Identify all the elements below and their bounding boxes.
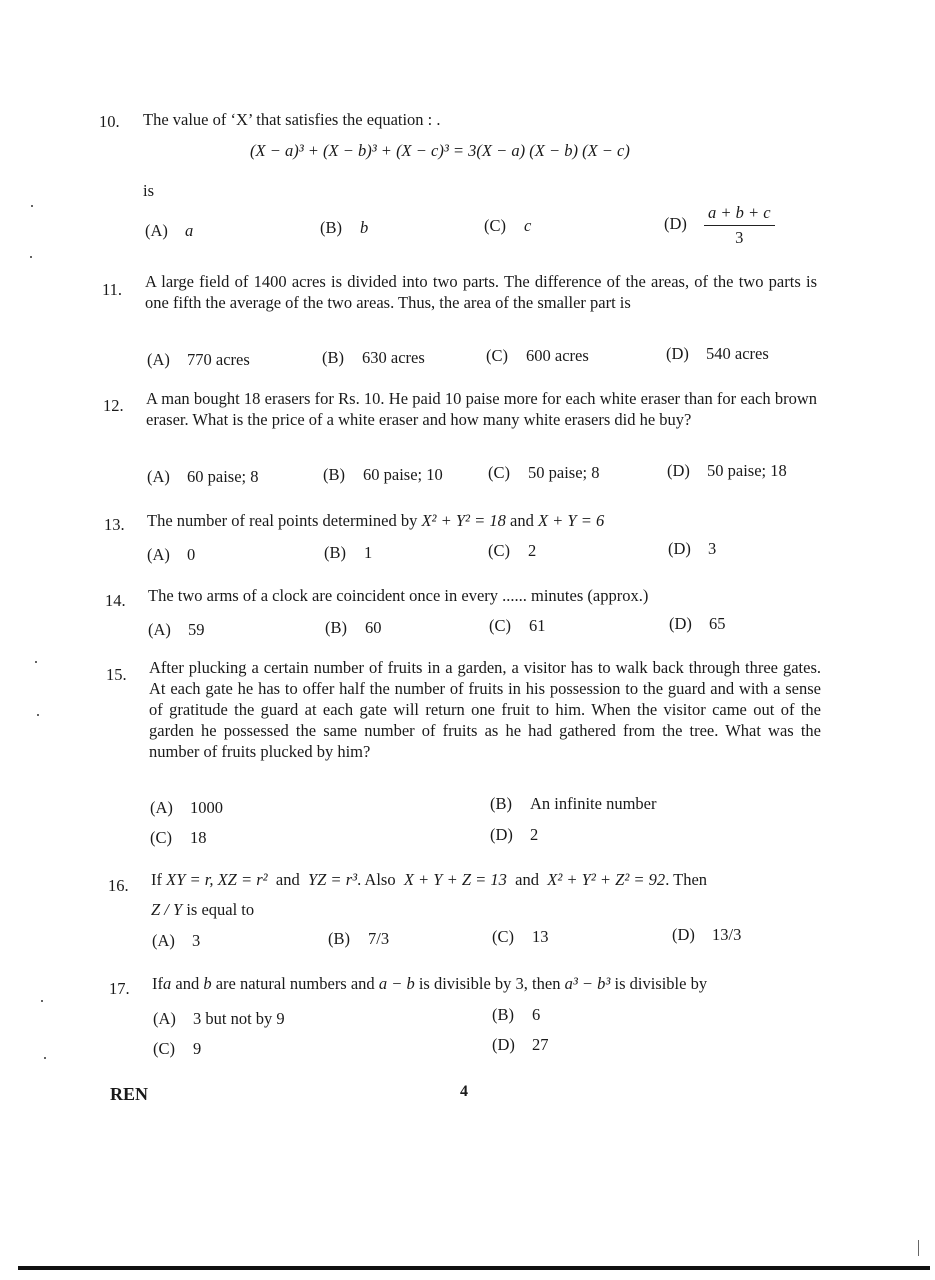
option-text: 600 acres [526,346,589,365]
option-c[interactable] [492,927,549,947]
option-text: 61 [529,616,546,635]
scan-edge-rule [18,1266,930,1270]
option-text: 27 [532,1035,549,1054]
question-number: 13. [104,515,125,534]
option-d[interactable] [672,925,741,945]
stem-text: . Also [357,870,396,889]
option-a[interactable] [147,467,259,487]
option-b[interactable] [325,618,382,638]
question-number: 15. [106,665,127,684]
option-label: (D) [666,344,689,363]
option-label: (D) [669,614,692,633]
question-stem: A man bought 18 erasers for Rs. 10. He paid 10 paise more for each white eraser than for each brown eraser. What is the price of a white eraser and how many white erasers did he buy? [146,389,817,429]
option-text: 7/3 [368,929,390,948]
option-text: 65 [709,614,726,633]
stem-text: is equal to [186,900,255,919]
option-label: (B) [328,929,350,948]
option-text: 6 [532,1005,541,1024]
stem-text: and [275,870,300,889]
option-label: (C) [489,616,511,635]
stem-math: YZ = r³ [307,870,358,889]
option-a[interactable] [145,221,193,241]
option-c[interactable] [486,346,589,366]
option-label: (B) [490,794,512,813]
stem-math: b [203,974,212,993]
option-label: (C) [486,346,508,365]
option-a[interactable] [152,931,200,951]
option-label: (D) [492,1035,515,1054]
option-b[interactable] [322,348,425,368]
stem-text: is divisible by [614,974,708,993]
option-d[interactable] [666,344,769,364]
option-label: (A) [148,620,171,639]
option-d[interactable] [490,825,538,845]
scan-speck [44,1057,46,1059]
option-text: 630 acres [362,348,425,367]
option-text: 60 [365,618,382,637]
option-d[interactable] [668,539,716,559]
question-stem-line-1 [151,869,707,890]
option-text: 0 [187,545,196,564]
option-a[interactable] [148,620,205,640]
stem-text: . Then [665,870,708,889]
fraction [704,203,775,248]
option-label: (C) [488,541,510,560]
option-label: (A) [147,350,170,369]
option-text: 13/3 [712,925,742,944]
stem-math: a³ − b³ [564,974,611,993]
option-text: 50 paise; 18 [707,461,787,480]
option-label: (B) [320,218,342,237]
option-text: 60 paise; 10 [363,465,443,484]
option-c[interactable] [484,216,531,236]
option-text: 2 [528,541,537,560]
option-text: a [185,221,194,240]
scan-speck [30,256,32,258]
stem-text: are natural numbers and [215,974,375,993]
option-label: (B) [492,1005,514,1024]
option-text: 60 paise; 8 [187,467,259,486]
option-c[interactable] [153,1039,201,1059]
option-label: (D) [668,539,691,558]
option-label: (B) [322,348,344,367]
stem-text: If [152,974,163,993]
option-d[interactable] [669,614,726,634]
scan-speck [41,1000,43,1002]
question-number: 12. [103,396,124,415]
option-label: (C) [488,463,510,482]
option-b[interactable] [492,1005,540,1025]
option-label: (C) [484,216,506,235]
option-label: (C) [492,927,514,946]
option-b[interactable] [490,794,656,814]
option-c[interactable] [489,616,546,636]
stem-math: Z / Y [151,900,183,919]
option-label: (B) [325,618,347,637]
stem-math: XY = r, XZ = r² [166,870,268,889]
page-number: 4 [460,1083,468,1100]
option-text: 1000 [190,798,223,817]
option-text: 18 [190,828,207,847]
option-b[interactable] [320,218,368,238]
stem-math: X² + Y² + Z² = 92 [547,870,666,889]
option-text: An infinite number [530,794,657,813]
question-stem [152,973,707,994]
option-label: (C) [150,828,172,847]
option-a[interactable] [150,798,223,818]
option-label: (D) [664,214,687,234]
option-label: (D) [667,461,690,480]
stem-text: and [515,870,539,889]
scan-speck [35,661,37,663]
option-b[interactable] [328,929,389,949]
fraction-numerator: a + b + c [704,203,775,226]
stem-math: a − b [378,974,415,993]
option-a[interactable] [153,1009,285,1029]
option-b[interactable] [323,465,443,485]
question-stem [147,510,604,531]
option-d[interactable] [492,1035,549,1055]
scan-speck [37,714,39,716]
question-number: 10. [99,112,120,131]
question-number: 14. [105,591,126,610]
question-stem: A large field of 1400 acres is divided into two parts. The difference of the areas, of the two parts is one fifth the average of the two areas. Thus, the area of the smaller part is [145,272,817,312]
option-a[interactable] [147,545,195,565]
stem-text: If [151,870,162,889]
question-stem: The two arms of a clock are coincident once in every ...... minutes (approx.) [148,586,649,605]
option-label: (D) [672,925,695,944]
stem-math: X + Y + Z = 13 [403,870,507,889]
equation: (X − a)³ + (X − b)³ + (X − c)³ = 3(X − a) (X − b) (X − c) [250,141,630,160]
scan-speck [31,205,33,207]
option-d[interactable] [664,203,775,248]
option-label: (C) [153,1039,175,1058]
stem-math: X² + Y² = 18 [421,511,506,530]
booklet-code: REN [110,1084,149,1104]
option-text: 3 but not by 9 [193,1009,285,1028]
option-label: (A) [150,798,173,817]
option-text: 3 [192,931,201,950]
option-a[interactable] [147,350,250,370]
stem-text: and [510,511,534,530]
question-stem-tail: is [143,181,155,200]
question-stem-line-2 [151,899,254,920]
fraction-denominator: 3 [735,228,744,247]
question-stem: After plucking a certain number of fruits in a garden, a visitor has to walk back through three gates. At each gate he has to offer half the number of fruits in his possession to the guard and with a sense of gratitude the guard at each gate will return one fruit to him. When the visitor came out of the garden he possessed the same number of fruits as he had gathered from the tree. What was the number of fruits plucked by him? [149,658,821,761]
question-number: 17. [109,979,130,998]
option-d[interactable] [667,461,787,481]
question-number: 16. [108,876,129,895]
option-text: 2 [530,825,539,844]
option-text: 1 [364,543,373,562]
option-text: 9 [193,1039,202,1058]
option-text: c [524,216,532,235]
option-b[interactable] [324,543,372,563]
option-c[interactable] [488,463,600,483]
option-text: 13 [532,927,549,946]
option-text: 50 paise; 8 [528,463,600,482]
option-label: (B) [323,465,345,484]
option-text: 3 [708,539,717,558]
option-text: 770 acres [187,350,250,369]
option-c[interactable] [488,541,536,561]
option-label: (D) [490,825,513,844]
option-label: (A) [145,221,168,240]
question-number: 11. [102,280,123,299]
scan-mark [918,1240,919,1256]
option-text: b [360,218,369,237]
option-text: 540 acres [706,344,769,363]
option-text: 59 [188,620,205,639]
question-stem: The value of ‘X’ that satisfies the equation : . [143,110,441,129]
stem-text: and [175,974,200,993]
option-label: (B) [324,543,346,562]
option-c[interactable] [150,828,207,848]
option-label: (A) [147,545,170,564]
stem-math: a [163,974,172,993]
option-label: (A) [153,1009,176,1028]
option-label: (A) [147,467,170,486]
stem-text: The number of real points determined by [147,511,418,530]
option-label: (A) [152,931,175,950]
stem-text: is divisible by 3, then [418,974,561,993]
stem-math: X + Y = 6 [537,511,605,530]
